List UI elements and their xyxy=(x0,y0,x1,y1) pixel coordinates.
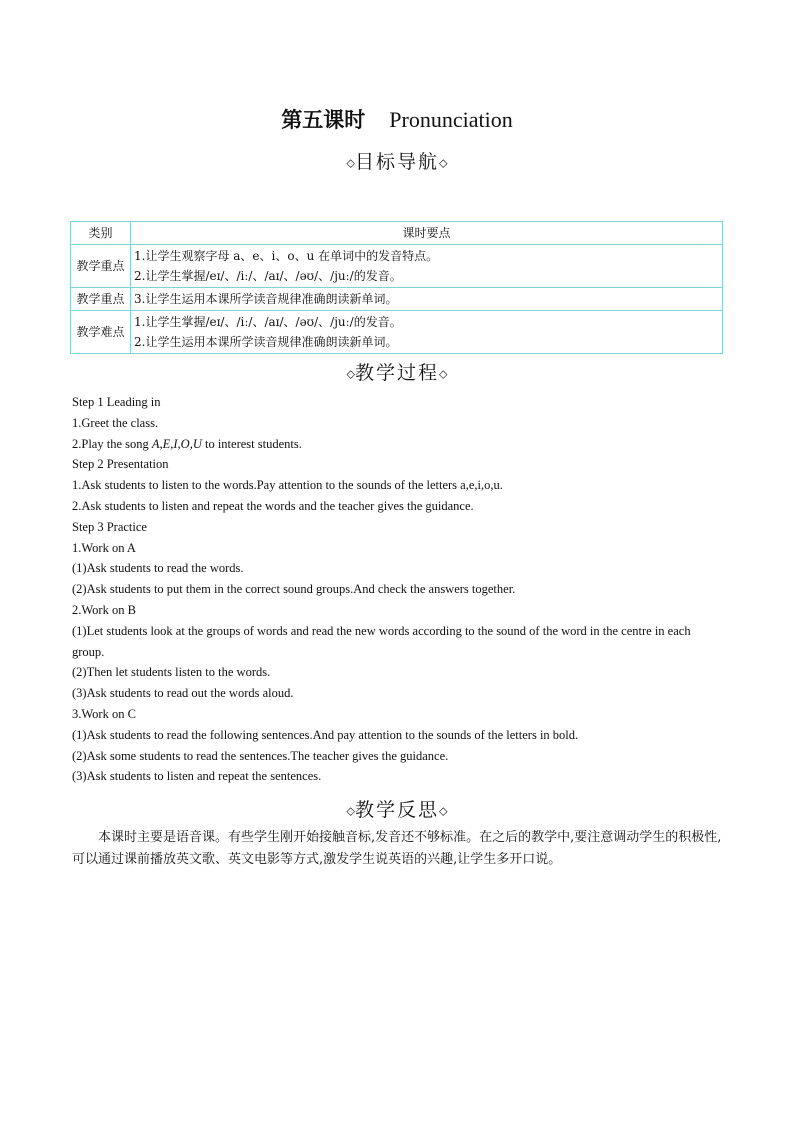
song-title: A,E,I,O,U xyxy=(151,436,202,451)
step-item: (3)Ask students to read out the words aloud. xyxy=(72,686,294,701)
row-category: 教学重点 xyxy=(71,245,131,288)
point-line: 1.让学生掌握/eɪ/、/iː/、/aɪ/、/əʊ/、/juː/的发音。 xyxy=(134,315,402,329)
diamond-icon: ◇ xyxy=(439,156,448,170)
step-item: (2)Then let students listen to the words. xyxy=(72,665,271,680)
section-heading-goals xyxy=(0,147,794,174)
table-row xyxy=(71,288,723,311)
section-title: 教学反思 xyxy=(354,799,439,821)
section-title: 教学过程 xyxy=(354,362,439,384)
step-item xyxy=(72,434,724,455)
step-heading: Step 3 Practice xyxy=(72,519,147,534)
step-item: 1.Work on A xyxy=(72,540,136,555)
diamond-icon: ◇ xyxy=(346,804,355,818)
diamond-icon: ◇ xyxy=(439,367,448,381)
step-item: 1.Greet the class. xyxy=(72,415,159,430)
row-points xyxy=(131,311,723,354)
section-title: 目标导航 xyxy=(354,151,439,173)
row-points xyxy=(131,288,723,311)
step-item: (1)Ask students to read the following sentences.And pay attention to the sounds of the letters in bold. xyxy=(72,727,579,742)
table-header-row xyxy=(71,222,723,245)
step-item: (1)Ask students to read the words. xyxy=(72,561,244,576)
section-heading-reflection xyxy=(0,795,794,822)
step-item: 2.Work on B xyxy=(72,602,136,617)
title-chinese: 第五课时 xyxy=(281,107,366,132)
step-item: (1)Let students look at the groups of words and read the new words according to the sound of the word in the centre in each group. xyxy=(72,623,691,659)
table-row xyxy=(71,311,723,354)
step-item: 2.Ask students to listen and repeat the words and the teacher gives the guidance. xyxy=(72,498,474,513)
step-item: (2)Ask students to put them in the correct sound groups.And check the answers together. xyxy=(72,582,516,597)
row-category: 教学难点 xyxy=(71,311,131,354)
title-english: Pronunciation xyxy=(389,107,513,132)
header-category: 类别 xyxy=(71,222,131,245)
point-line: 2.让学生运用本课所学读音规律准确朗读新单词。 xyxy=(134,335,398,349)
row-category: 教学重点 xyxy=(71,288,131,311)
step-item: 3.Work on C xyxy=(72,706,136,721)
lesson-points-table xyxy=(70,221,723,354)
teaching-process xyxy=(72,392,724,787)
point-line: 2.让学生掌握/eɪ/、/iː/、/aɪ/、/əʊ/、/juː/的发音。 xyxy=(134,269,402,283)
step-text: to interest students. xyxy=(201,436,302,451)
point-line: 3.让学生运用本课所学读音规律准确朗读新单词。 xyxy=(134,292,398,306)
row-points xyxy=(131,245,723,288)
step-heading: Step 2 Presentation xyxy=(72,457,169,472)
diamond-icon: ◇ xyxy=(346,367,355,381)
reflection-paragraph: 本课时主要是语音课。有些学生刚开始接触音标,发音还不够标准。在之后的教学中,要注意调动学生的积极性,可以通过课前播放英文歌、英文电影等方式,激发学生说英语的兴趣,让学生多开口说。 xyxy=(72,830,722,867)
diamond-icon: ◇ xyxy=(439,804,448,818)
step-item: (3)Ask students to listen and repeat the sentences. xyxy=(72,769,322,784)
page-title xyxy=(0,104,794,134)
point-line: 1.让学生观察字母 a、e、i、o、u 在单词中的发音特点。 xyxy=(134,249,439,263)
step-heading: Step 1 Leading in xyxy=(72,395,161,409)
section-heading-process xyxy=(0,358,794,385)
table-row xyxy=(71,245,723,288)
step-item: 1.Ask students to listen to the words.Pay attention to the sounds of the letters a,e,i,o,u. xyxy=(72,478,503,493)
step-text: 2.Play the song xyxy=(72,436,152,451)
step-item: (2)Ask some students to read the sentences.The teacher gives the guidance. xyxy=(72,748,449,763)
header-points: 课时要点 xyxy=(131,222,723,245)
diamond-icon: ◇ xyxy=(346,156,355,170)
